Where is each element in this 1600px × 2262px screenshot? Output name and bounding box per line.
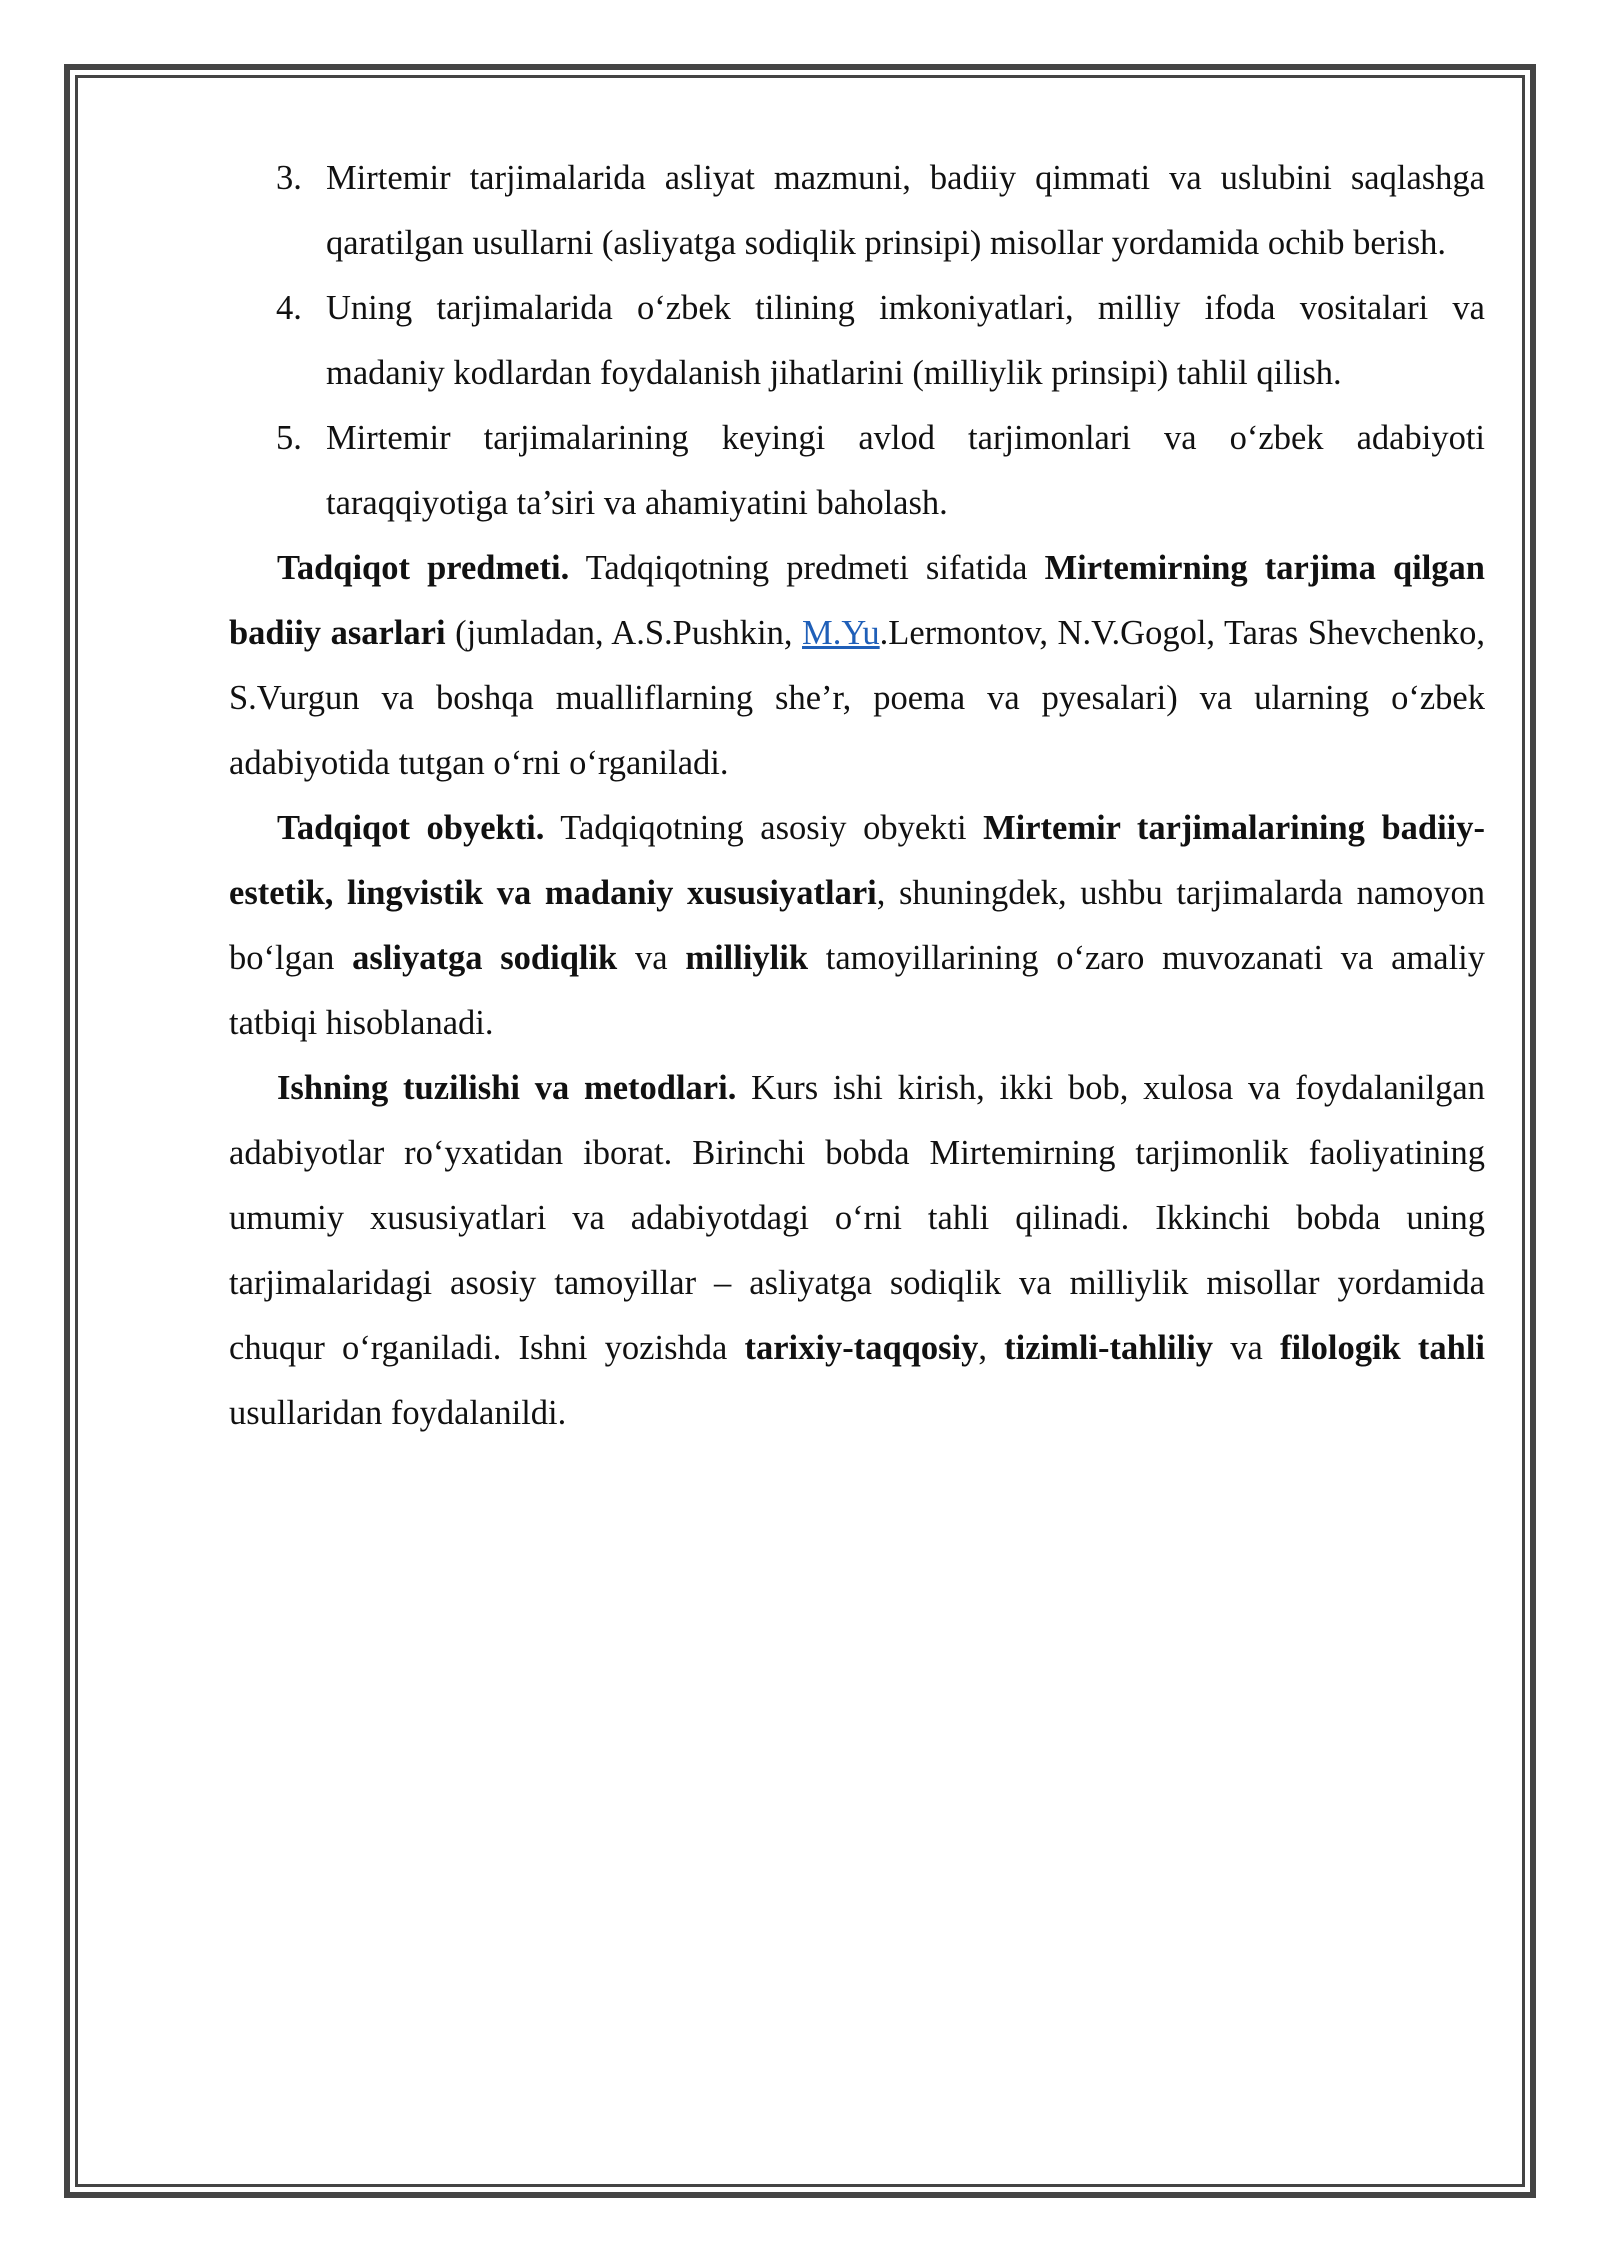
research-object-paragraph — [229, 796, 1485, 1056]
list-item-text: Mirtemir tarjimalarining keyingi avlod tarjimonlari va o‘zbek adabiyoti taraqqiyotiga ta’siri va ahamiyatini baholash. — [326, 419, 1485, 522]
list-item-text: Mirtemir tarjimalarida asliyat mazmuni, badiiy qimmati va uslubini saqlashga qaratilgan usullarni (asliyatga sodiqlik prinsipi) misollar yordamida ochib berish. — [326, 159, 1485, 262]
list-item-number: 4. — [276, 289, 302, 327]
emphasis-text: milliylik — [685, 939, 809, 977]
author-link[interactable]: M.Yu — [802, 614, 880, 652]
research-object-heading: Tadqiqot obyekti. — [277, 809, 545, 847]
list-item — [229, 276, 1485, 406]
research-subject-heading: Tadqiqot predmeti. — [277, 549, 570, 587]
list-item-number: 3. — [276, 159, 302, 197]
emphasis-text: asliyatga sodiqlik — [352, 939, 618, 977]
research-subject-paragraph — [229, 536, 1485, 796]
paragraph-text: Kurs ishi kirish, ikki bob, xulosa va foydalanilgan adabiyotlar ro‘yxatidan iborat. Birinchi bobda Mirtemirning tarjimonlik faoliyatining umumiy xususiyatlari va adabiyotdagi o‘rni tahli qilinadi. Ikkinchi bobda uning tarjimalaridagi asosiy tamoyillar – asliyatga sodiqlik va milliylik misollar yordamida chuqur o‘rganiladi. Ishni yozishda — [229, 1069, 1485, 1367]
structure-methods-heading: Ishning tuzilishi va metodlari. — [277, 1069, 737, 1107]
paragraph-text: , shuningdek, ushbu tarjimalarda namoyon bo‘lgan — [229, 874, 1485, 977]
list-item — [229, 406, 1485, 536]
paragraph-text: va — [617, 939, 686, 977]
list-item-text: Uning tarjimalarida o‘zbek tilining imkoniyatlari, milliy ifoda vositalari va madaniy kodlardan foydalanish jihatlarini (milliylik prinsipi) tahlil qilish. — [326, 289, 1485, 392]
paragraph-text: , — [978, 1329, 1005, 1367]
emphasis-text: tizimli-tahliliy — [1004, 1329, 1214, 1367]
list-item — [229, 146, 1485, 276]
list-item-number: 5. — [276, 419, 302, 457]
emphasis-text: Mirtemirning tarjima qilgan badiiy asarlari — [229, 549, 1485, 652]
document-body — [229, 146, 1485, 1446]
objectives-list — [229, 146, 1485, 536]
emphasis-text: Mirtemir tarjimalarining badiiy-estetik, lingvistik va madaniy xususiyatlari — [229, 809, 1485, 912]
emphasis-text: filologik tahli — [1279, 1329, 1485, 1367]
emphasis-text: tarixiy-taqqosiy — [744, 1329, 979, 1367]
paragraph-text: (jumladan, A.S.Pushkin, — [445, 614, 803, 652]
paragraph-text: Tadqiqotning predmeti sifatida — [569, 549, 1045, 587]
paragraph-text: .Lermontov, N.V.Gogol, Taras Shevchenko, S.Vurgun va boshqa mualliflarning she’r, poema va pyesalari) va ularning o‘zbek adabiyotida tutgan o‘rni o‘rganiladi. — [229, 614, 1485, 782]
paragraph-text: tamoyillarining o‘zaro muvozanati va amaliy tatbiqi hisoblanadi. — [229, 939, 1485, 1042]
paragraph-text: usullaridan foydalanildi. — [229, 1394, 567, 1432]
paragraph-text: Tadqiqotning asosiy obyekti — [544, 809, 984, 847]
structure-methods-paragraph — [229, 1056, 1485, 1446]
paragraph-text: va — [1213, 1329, 1280, 1367]
